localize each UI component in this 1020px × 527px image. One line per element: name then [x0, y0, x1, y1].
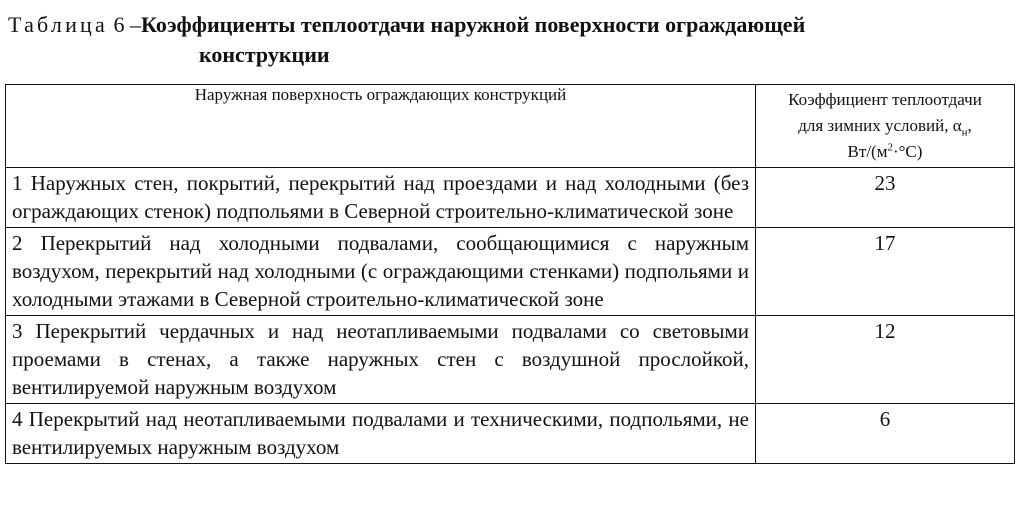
- unit-suffix: ·°С): [892, 142, 923, 161]
- row-surface: 4 Перекрытий над неотапливаемыми подвалами и техническими, подпольями, не вентилируемых наружным воздухом: [6, 404, 756, 464]
- unit-exponent: 2: [887, 141, 893, 154]
- table-row: [6, 404, 1015, 464]
- row-value: 6: [756, 404, 1015, 464]
- table-row: [6, 316, 1015, 404]
- table-row: [6, 168, 1015, 228]
- header-coefficient-line-3: [848, 142, 923, 161]
- table-caption: [8, 10, 1014, 70]
- header-coefficient-line-2: [798, 116, 972, 139]
- coefficients-table: [5, 84, 1015, 464]
- alpha-label: для зимних условий, α: [798, 116, 962, 135]
- caption-line-1: [8, 10, 1014, 40]
- caption-title-continued: конструкции: [199, 42, 330, 67]
- caption-number: 6 –: [113, 12, 141, 37]
- header-surface: Наружная поверхность ограждающих конструкций: [6, 85, 756, 168]
- header-coefficient: [756, 85, 1015, 168]
- row-value: 17: [756, 228, 1015, 316]
- caption-prefix: Таблица: [8, 12, 108, 37]
- alpha-subscript: н: [961, 126, 968, 139]
- caption-title: Коэффициенты теплоотдачи наружной поверхности ограждающей: [141, 12, 806, 37]
- row-value: 12: [756, 316, 1015, 404]
- table-row: [6, 228, 1015, 316]
- table-header-row: [6, 85, 1015, 168]
- row-surface: 1 Наружных стен, покрытий, перекрытий над проездами и над холодными (без ограждающих стенок) подпольями в Северной строительно-климатической зоне: [6, 168, 756, 228]
- row-surface: 2 Перекрытий над холодными подвалами, сообщающимися с наружным воздухом, перекрытий над холодными (с ограждающими стенками) подпольями и холодными этажами в Северной строительно-климатической зоне: [6, 228, 756, 316]
- row-surface: 3 Перекрытий чердачных и над неотапливаемыми подвалами со световыми проемами в стенах, а также наружных стен с воздушной прослойкой, вентилируемой наружным воздухом: [6, 316, 756, 404]
- alpha-comma: ,: [967, 116, 972, 135]
- row-value: 23: [756, 168, 1015, 228]
- header-coefficient-line-1: Коэффициент теплоотдачи: [788, 90, 982, 109]
- unit-prefix: Вт/(м: [847, 142, 888, 161]
